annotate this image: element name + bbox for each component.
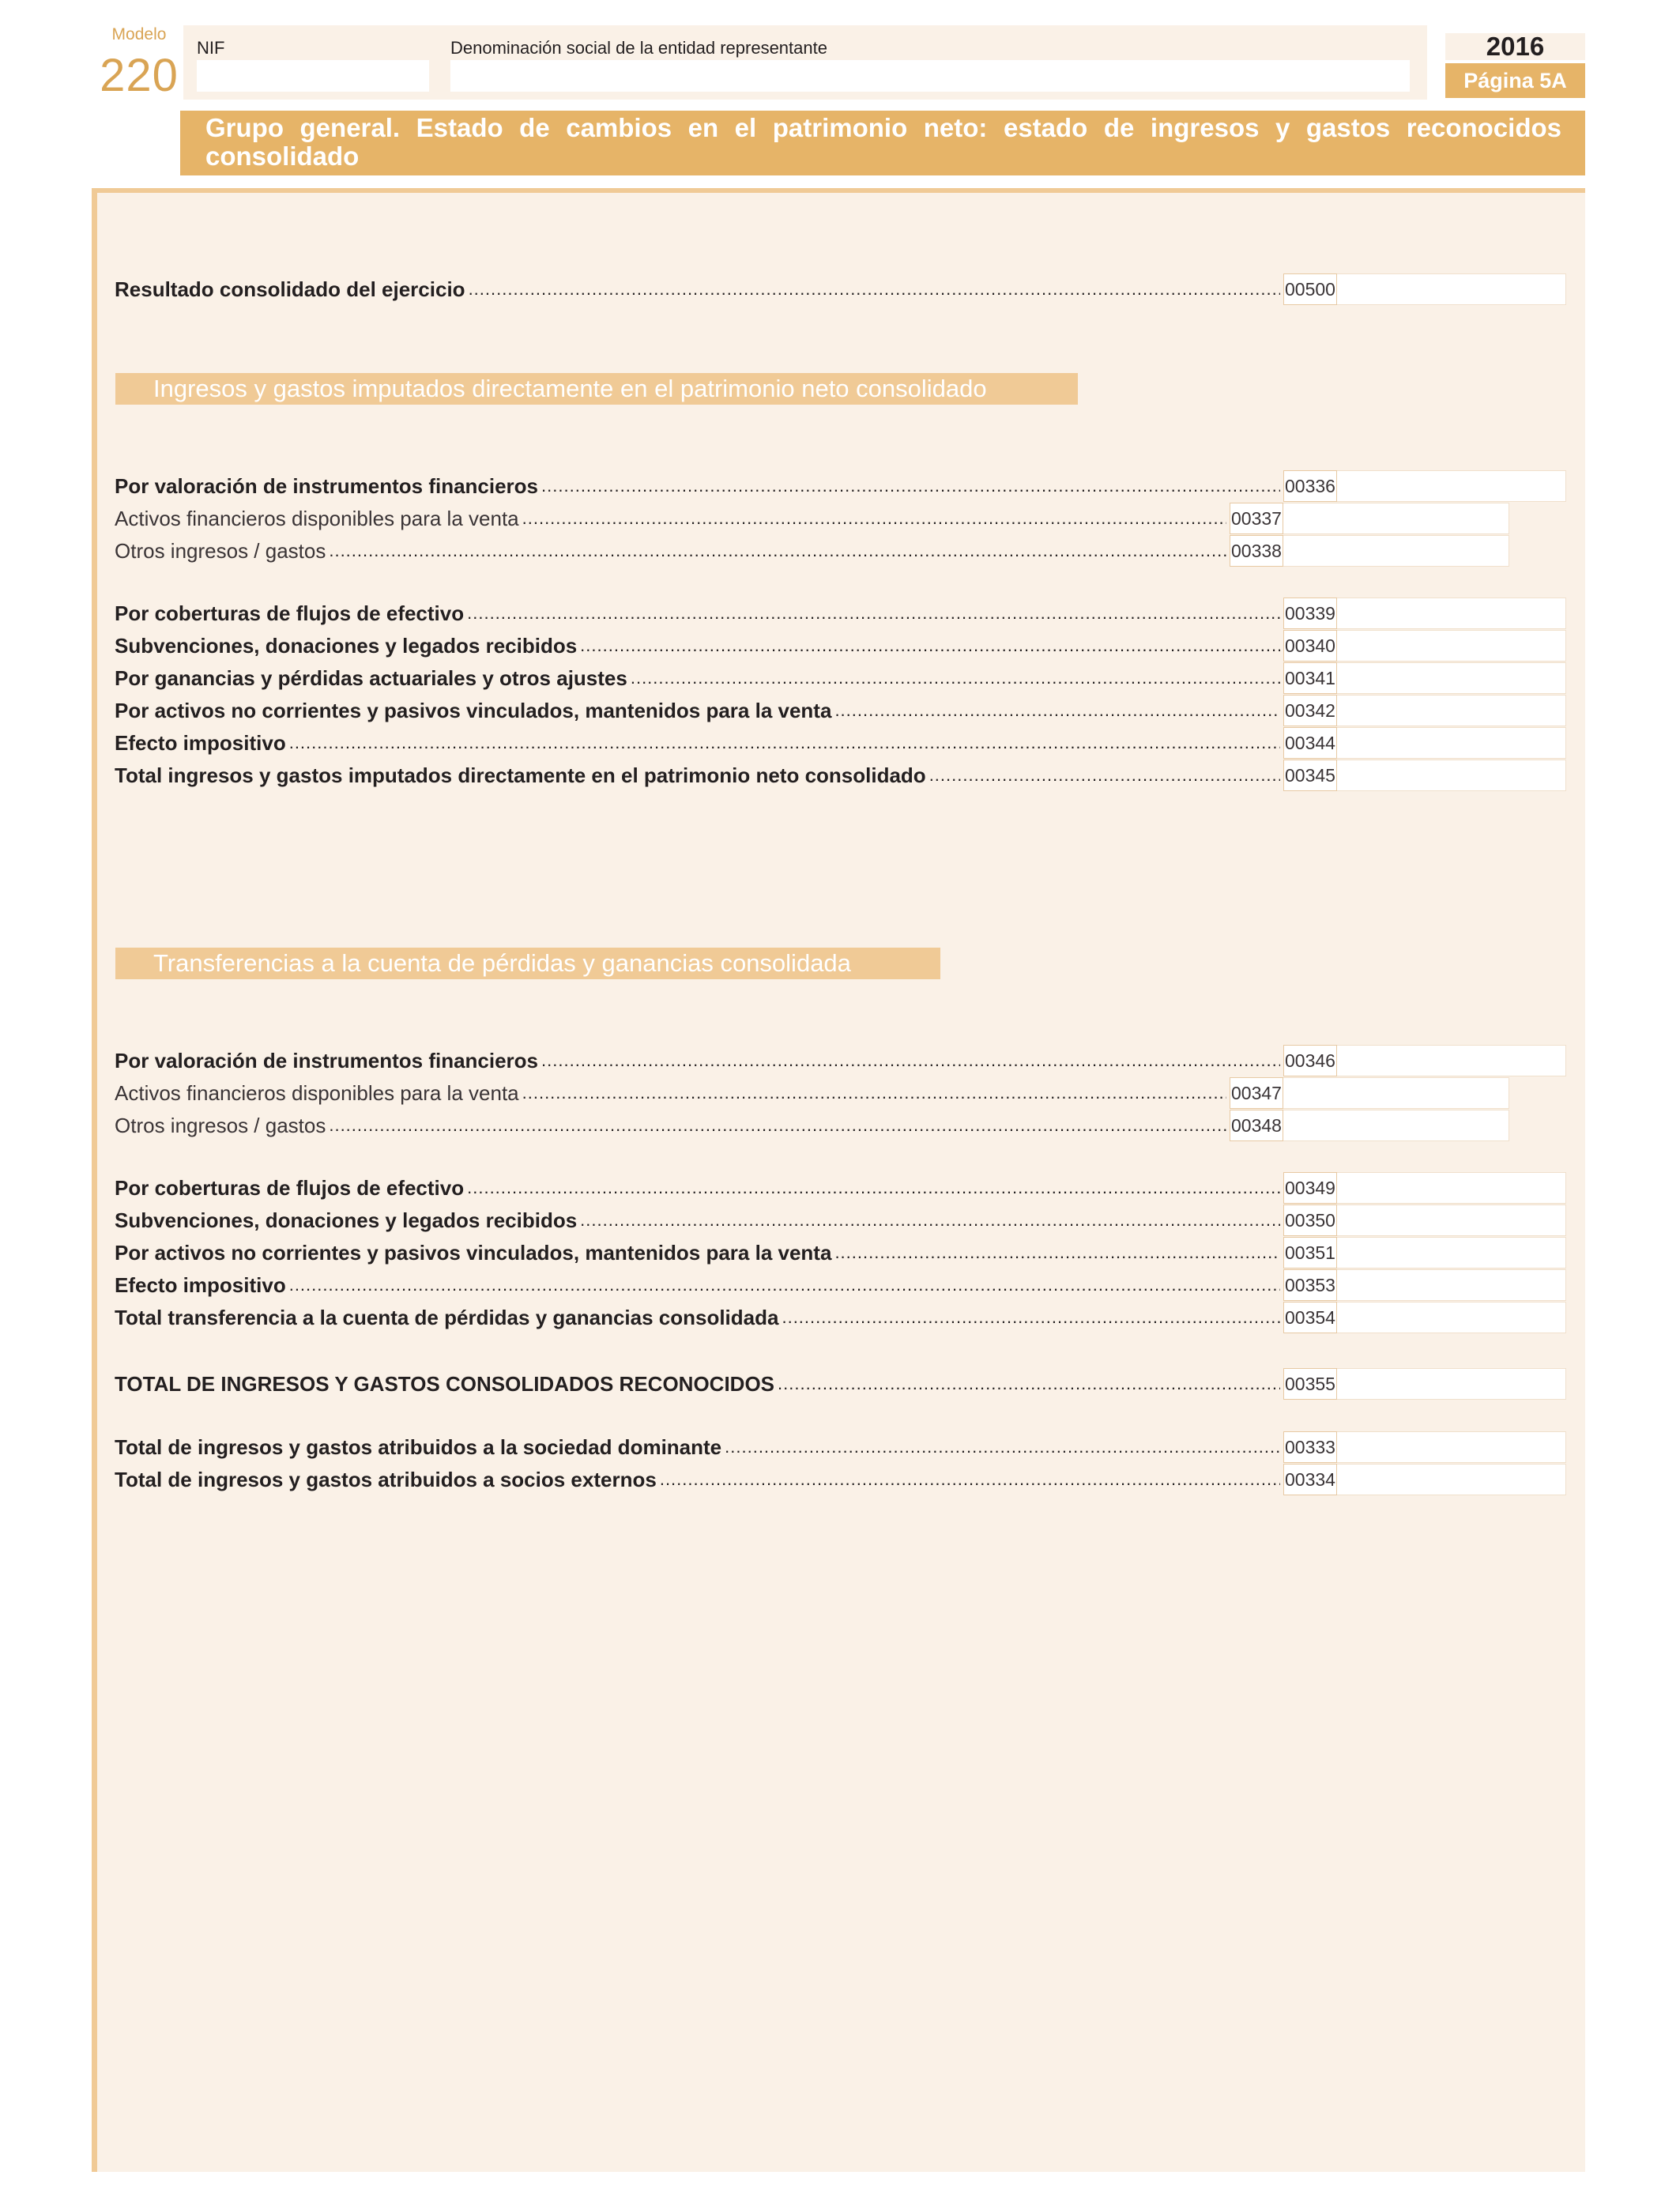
leader-dots: [778, 1303, 1280, 1332]
amount-field[interactable]: [1337, 1237, 1566, 1269]
form-row-00337: [115, 504, 1509, 533]
leader-dots: [926, 761, 1280, 790]
row-label: Total ingresos y gastos imputados directamente en el patrimonio neto consolidado: [115, 763, 926, 787]
row-label: Por valoración de instrumentos financieros: [115, 474, 539, 498]
form-row-00338: [115, 537, 1509, 565]
leader-dots: [627, 664, 1280, 692]
amount-field[interactable]: [1337, 630, 1566, 662]
leader-dots: [774, 1370, 1280, 1398]
leader-dots: [831, 696, 1280, 725]
form-row-00355: [115, 1370, 1566, 1398]
year-badge: 2016: [1445, 33, 1585, 60]
row-label: Efecto impositivo: [115, 731, 286, 755]
leader-dots: [577, 1206, 1280, 1235]
amount-field[interactable]: [1337, 1045, 1566, 1076]
row-label: Efecto impositivo: [115, 1273, 286, 1297]
amount-field[interactable]: [1337, 760, 1566, 791]
leader-dots: [286, 729, 1280, 757]
form-row-00347: [115, 1079, 1509, 1107]
form-row-00350: [115, 1206, 1566, 1235]
box-code: 00355: [1283, 1368, 1337, 1400]
modelo-label: Modelo: [111, 25, 167, 43]
row-label: Activos financieros disponibles para la venta: [115, 1081, 519, 1105]
nif-label: NIF: [197, 38, 225, 58]
box-code: 00350: [1283, 1204, 1337, 1236]
form-row-00351: [115, 1238, 1566, 1267]
amount-field[interactable]: [1337, 1269, 1566, 1301]
amount-field[interactable]: [1337, 727, 1566, 759]
form-row-00353: [115, 1271, 1566, 1299]
row-label: Total de ingresos y gastos atribuidos a socios externos: [115, 1468, 657, 1491]
amount-field[interactable]: [1283, 1110, 1509, 1141]
amount-field[interactable]: [1337, 273, 1566, 305]
leader-dots: [519, 1079, 1226, 1107]
form-row-00339: [115, 599, 1566, 628]
row-label: TOTAL DE INGRESOS Y GASTOS CONSOLIDADOS RECONOCIDOS: [115, 1372, 775, 1396]
section-heading-transferencias: Transferencias a la cuenta de pérdidas y ganancias consolidada: [115, 948, 940, 979]
row-label: Otros ingresos / gastos: [115, 1114, 326, 1137]
row-label: Total transferencia a la cuenta de pérdidas y ganancias consolidada: [115, 1306, 779, 1329]
form-row-00346: [115, 1046, 1566, 1075]
box-code: 00342: [1283, 695, 1337, 726]
box-code: 00344: [1283, 727, 1337, 759]
amount-field[interactable]: [1337, 662, 1566, 694]
box-code: 00341: [1283, 662, 1337, 694]
leader-dots: [326, 537, 1226, 565]
amount-field[interactable]: [1337, 695, 1566, 726]
amount-field[interactable]: [1337, 1431, 1566, 1463]
modelo-number: 220: [100, 50, 179, 101]
form-row-00341: [115, 664, 1566, 692]
form-row-00333: [115, 1433, 1566, 1461]
leader-dots: [657, 1465, 1280, 1494]
box-code: 00349: [1283, 1172, 1337, 1204]
leader-dots: [831, 1238, 1280, 1267]
form-row-00336: [115, 472, 1566, 500]
page-badge: Página 5A: [1445, 63, 1585, 98]
amount-field[interactable]: [1337, 470, 1566, 502]
box-code: 00336: [1283, 470, 1337, 502]
box-code: 00337: [1230, 503, 1283, 534]
box-code: 00333: [1283, 1431, 1337, 1463]
denominacion-label: Denominación social de la entidad representante: [450, 38, 827, 58]
box-code: 00500: [1283, 273, 1337, 305]
form-row-00345: [115, 761, 1566, 790]
row-label: Subvenciones, donaciones y legados recibidos: [115, 1208, 578, 1232]
form-row-00349: [115, 1174, 1566, 1202]
amount-field[interactable]: [1337, 1172, 1566, 1204]
form-row-00354: [115, 1303, 1566, 1332]
row-label: Subvenciones, donaciones y legados recibidos: [115, 634, 578, 658]
box-code: 00346: [1283, 1045, 1337, 1076]
page-title: Grupo general. Estado de cambios en el patrimonio neto: estado de ingresos y gastos reconocidos consolidado: [180, 111, 1585, 175]
form-row-00348: [115, 1111, 1509, 1140]
box-code: 00348: [1230, 1110, 1283, 1141]
row-label: Otros ingresos / gastos: [115, 539, 326, 563]
amount-field[interactable]: [1337, 1302, 1566, 1333]
leader-dots: [538, 472, 1280, 500]
row-label: Por valoración de instrumentos financieros: [115, 1049, 539, 1072]
box-code: 00351: [1283, 1237, 1337, 1269]
amount-field[interactable]: [1283, 503, 1509, 534]
box-code: 00347: [1230, 1077, 1283, 1109]
row-label: Por activos no corrientes y pasivos vinculados, mantenidos para la venta: [115, 1241, 832, 1265]
amount-field[interactable]: [1337, 598, 1566, 629]
box-code: 00345: [1283, 760, 1337, 791]
row-label: Por ganancias y pérdidas actuariales y otros ajustes: [115, 666, 627, 690]
leader-dots: [577, 631, 1280, 660]
leader-dots: [519, 504, 1226, 533]
box-code: 00338: [1230, 535, 1283, 567]
row-label: Activos financieros disponibles para la venta: [115, 507, 519, 530]
box-code: 00334: [1283, 1464, 1337, 1495]
denominacion-field[interactable]: [450, 60, 1410, 92]
amount-field[interactable]: [1283, 535, 1509, 567]
row-label: Por coberturas de flujos de efectivo: [115, 1176, 465, 1200]
form-row-00344: [115, 729, 1566, 757]
box-code: 00340: [1283, 630, 1337, 662]
box-code: 00353: [1283, 1269, 1337, 1301]
leader-dots: [464, 1174, 1280, 1202]
section-heading-ingresos-gastos: Ingresos y gastos imputados directamente en el patrimonio neto consolidado: [115, 373, 1078, 405]
leader-dots: [286, 1271, 1280, 1299]
amount-field[interactable]: [1337, 1204, 1566, 1236]
row-label: Total de ingresos y gastos atribuidos a la sociedad dominante: [115, 1435, 722, 1459]
leader-dots: [326, 1111, 1226, 1140]
leader-dots: [465, 275, 1280, 303]
row-label: Por activos no corrientes y pasivos vinculados, mantenidos para la venta: [115, 699, 832, 722]
amount-field[interactable]: [1337, 1464, 1566, 1495]
row-label: Por coberturas de flujos de efectivo: [115, 601, 465, 625]
leader-dots: [464, 599, 1280, 628]
leader-dots: [721, 1433, 1280, 1461]
form-row-00342: [115, 696, 1566, 725]
nif-field[interactable]: [197, 60, 429, 92]
box-code: 00339: [1283, 598, 1337, 629]
box-code: 00354: [1283, 1302, 1337, 1333]
form-row-00334: [115, 1465, 1566, 1494]
leader-dots: [538, 1046, 1280, 1075]
row-label: Resultado consolidado del ejercicio: [115, 277, 465, 301]
amount-field[interactable]: [1283, 1077, 1509, 1109]
form-row-00340: [115, 631, 1566, 660]
form-row-00500: [115, 275, 1566, 303]
amount-field[interactable]: [1337, 1368, 1566, 1400]
